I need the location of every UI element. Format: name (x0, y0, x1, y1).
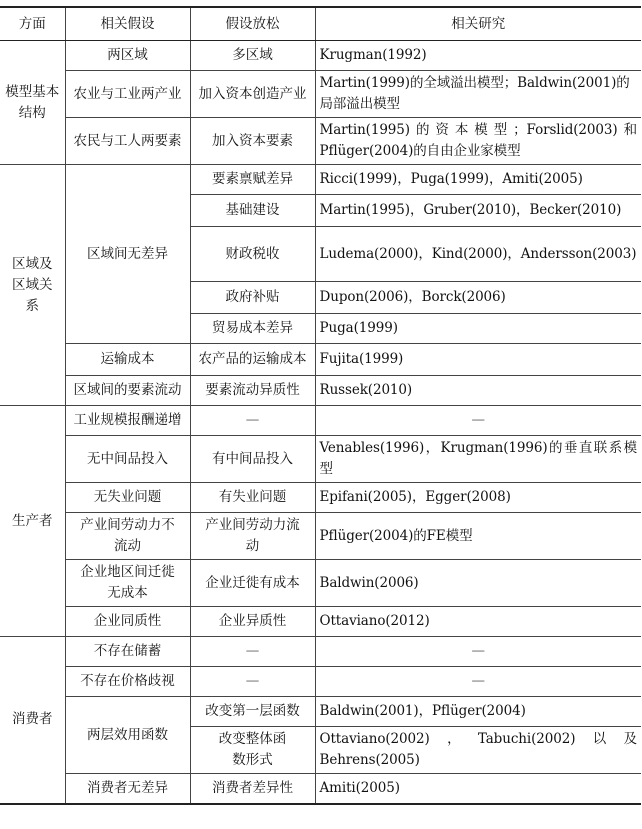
research-cell: Ottaviano(2012) (315, 607, 641, 637)
assumption-cell: 消费者无差异 (65, 774, 190, 804)
research-cell: Fujita(1999) (315, 344, 641, 376)
research-cell: Krugman(1992) (315, 41, 641, 71)
relaxation-cell: — (190, 406, 315, 436)
research-cell: Baldwin(2006) (315, 560, 641, 607)
table-row (0, 436, 641, 483)
research-cell: Pflüger(2004)的FE模型 (315, 513, 641, 560)
table-row (0, 406, 641, 436)
relaxation-cell: — (190, 637, 315, 667)
assumption-cell: 不存在价格歧视 (65, 667, 190, 697)
research-cell: — (315, 406, 641, 436)
header-row (0, 7, 641, 41)
relaxation-cell: 政府补贴 (190, 282, 315, 314)
assumption-cell: 企业地区间迁徙无成本 (65, 560, 190, 607)
relaxation-cell: 贸易成本差异 (190, 314, 315, 344)
research-cell: Amiti(2005) (315, 774, 641, 804)
research-cell: Venables(1996)，Krugman(1996)的垂直联系模型 (315, 436, 641, 483)
relaxation-cell: 企业异质性 (190, 607, 315, 637)
relaxation-cell: 要素禀赋差异 (190, 165, 315, 195)
relaxation-cell: 消费者差异性 (190, 774, 315, 804)
table-row (0, 165, 641, 195)
assumption-cell: 工业规模报酬递增 (65, 406, 190, 436)
relaxation-cell: 农产品的运输成本 (190, 344, 315, 376)
aspect-cell: 区域及区域关系 (0, 165, 65, 406)
relaxation-cell: 财政税收 (190, 227, 315, 282)
assumption-cell: 无中间品投入 (65, 436, 190, 483)
research-table (0, 6, 641, 805)
table-row (0, 376, 641, 406)
aspect-cell: 模型基本结构 (0, 41, 65, 165)
relaxation-cell: 要素流动异质性 (190, 376, 315, 406)
table-row (0, 697, 641, 727)
research-cell: Ottaviano(2002)，Tabuchi(2002)以及Behrens(2005) (315, 727, 641, 774)
research-cell: Puga(1999) (315, 314, 641, 344)
research-cell: — (315, 637, 641, 667)
assumption-cell: 企业同质性 (65, 607, 190, 637)
relaxation-cell: 企业迁徙有成本 (190, 560, 315, 607)
table-row (0, 71, 641, 118)
research-cell: Baldwin(2001)，Pflüger(2004) (315, 697, 641, 727)
relaxation-cell: 加入资本创造产业 (190, 71, 315, 118)
assumption-cell: 无失业问题 (65, 483, 190, 513)
relaxation-cell: 加入资本要素 (190, 118, 315, 165)
table-row (0, 774, 641, 804)
relaxation-cell: 有失业问题 (190, 483, 315, 513)
assumption-cell: 产业间劳动力不流动 (65, 513, 190, 560)
relaxation-cell: — (190, 667, 315, 697)
header-relaxation: 假设放松 (190, 7, 315, 41)
research-cell: Martin(1995)的资本模型；Forslid(2003)和Pflüger(2004)的自由企业家模型 (315, 118, 641, 165)
relaxation-cell: 改变第一层函数 (190, 697, 315, 727)
table-row (0, 607, 641, 637)
relaxation-cell: 多区域 (190, 41, 315, 71)
aspect-cell: 消费者 (0, 637, 65, 804)
research-cell: Martin(1995)，Gruber(2010)，Becker(2010) (315, 195, 641, 227)
header-assumption: 相关假设 (65, 7, 190, 41)
relaxation-cell: 产业间劳动力流动 (190, 513, 315, 560)
table-row (0, 513, 641, 560)
aspect-cell: 生产者 (0, 406, 65, 637)
relaxation-cell: 有中间品投入 (190, 436, 315, 483)
table-row (0, 637, 641, 667)
relaxation-cell: 改变整体函数形式 (190, 727, 315, 774)
research-cell: Ricci(1999)，Puga(1999)，Amiti(2005) (315, 165, 641, 195)
assumption-cell: 农民与工人两要素 (65, 118, 190, 165)
table-row (0, 667, 641, 697)
research-cell: Ludema(2000)，Kind(2000)，Andersson(2003) (315, 227, 641, 282)
research-cell: Epifani(2005)，Egger(2008) (315, 483, 641, 513)
assumption-cell: 区域间无差异 (65, 165, 190, 344)
assumption-cell: 两区域 (65, 41, 190, 71)
assumption-cell: 两层效用函数 (65, 697, 190, 774)
research-cell: Martin(1999)的全域溢出模型；Baldwin(2001)的局部溢出模型 (315, 71, 641, 118)
assumption-cell: 区域间的要素流动 (65, 376, 190, 406)
table-row (0, 344, 641, 376)
assumption-cell: 不存在储蓄 (65, 637, 190, 667)
research-cell: Dupon(2006)，Borck(2006) (315, 282, 641, 314)
relaxation-cell: 基础建设 (190, 195, 315, 227)
table-row (0, 118, 641, 165)
research-cell: Russek(2010) (315, 376, 641, 406)
assumption-cell: 运输成本 (65, 344, 190, 376)
table-row (0, 483, 641, 513)
header-research: 相关研究 (315, 7, 641, 41)
assumption-cell: 农业与工业两产业 (65, 71, 190, 118)
table-row (0, 41, 641, 71)
header-aspect: 方面 (0, 7, 65, 41)
table-row (0, 560, 641, 607)
research-cell: — (315, 667, 641, 697)
